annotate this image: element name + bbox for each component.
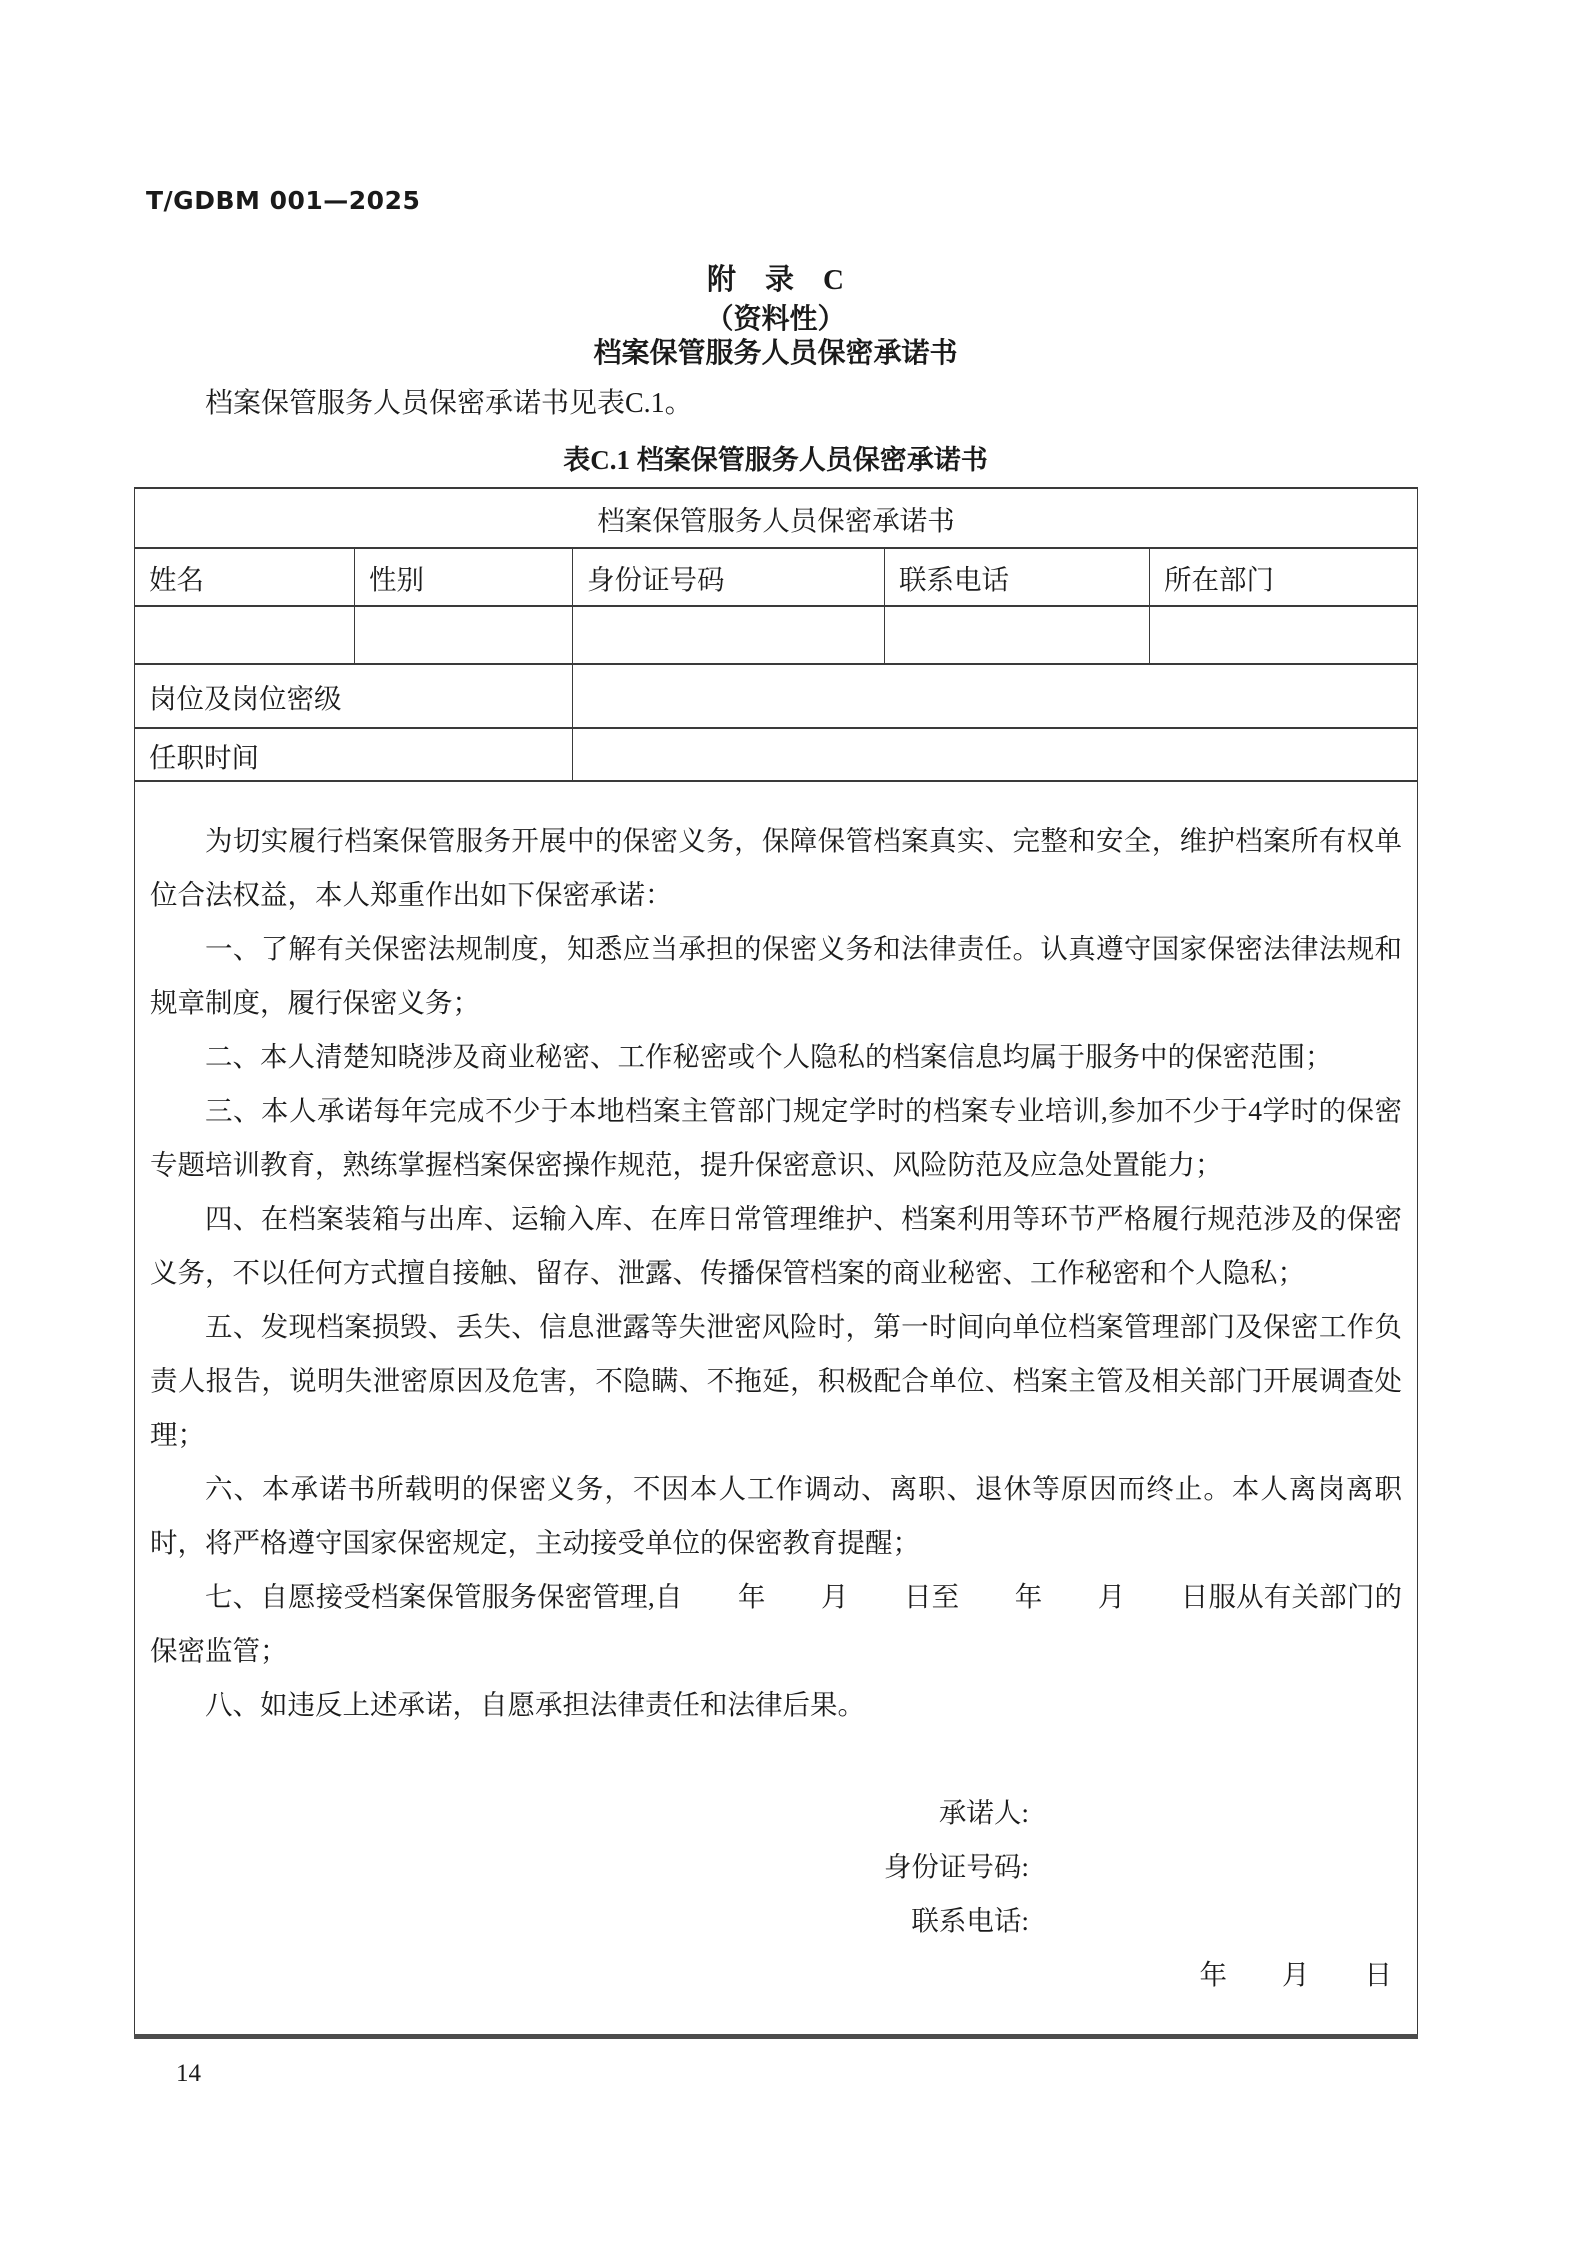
appendix-subtitle: （资料性）	[705, 304, 846, 335]
commitment-table	[134, 487, 1418, 2039]
table-row-position	[135, 664, 1418, 728]
field-value-position	[573, 664, 1418, 728]
value-cell-gender	[355, 606, 573, 664]
col-header-department: 所在部门	[1150, 548, 1418, 606]
commitment-paragraph-preamble: 为切实履行档案保管服务开展中的保密义务，保障保管档案真实、完整和安全，维护档案所有权单位合法权益，本人郑重作出如下保密承诺：	[150, 824, 1403, 910]
doc-code: T/GDBM 001—2025	[146, 186, 421, 215]
commitment-paragraph-6: 六、本承诺书所载明的保密义务，不因本人工作调动、离职、退休等原因而终止。本人离岗离职时，将严格遵守国家保密规定，主动接受单位的保密教育提醒；	[150, 1472, 1403, 1558]
table-title-cell: 档案保管服务人员保密承诺书	[135, 488, 1418, 548]
table-title-row	[135, 488, 1418, 548]
signature-block	[150, 1786, 1402, 1948]
commitment-paragraph-2: 二、本人清楚知晓涉及商业秘密、工作秘密或个人隐私的档案信息均属于服务中的保密范围；	[205, 1040, 1333, 1072]
col-header-phone: 联系电话	[885, 548, 1150, 606]
field-label-tenure: 任职时间	[135, 728, 573, 781]
col-header-name: 姓名	[135, 548, 355, 606]
table-header-row	[135, 548, 1418, 606]
field-label-position: 岗位及岗位密级	[135, 664, 573, 728]
signature-id-number: 身份证号码:	[883, 1850, 1030, 1882]
value-cell-department	[1150, 606, 1418, 664]
intro-text: 档案保管服务人员保密承诺书见表C.1。	[205, 388, 693, 419]
page-number: 14	[176, 2060, 201, 2087]
value-cell-name	[135, 606, 355, 664]
signature-date: 年 月 日	[1199, 1958, 1393, 1990]
commitment-paragraph-1: 一、了解有关保密法规制度，知悉应当承担的保密义务和法律责任。认真遵守国家保密法律法规和规章制度，履行保密义务；	[150, 932, 1403, 1018]
table-caption: 表C.1 档案保管服务人员保密承诺书	[563, 445, 988, 475]
field-value-tenure	[573, 728, 1418, 781]
commitment-paragraph-4: 四、在档案装箱与出库、运输入库、在库日常管理维护、档案利用等环节严格履行规范涉及的保密义务，不以任何方式擅自接触、留存、泄露、传播保管档案的商业秘密、工作秘密和个人隐私；	[150, 1202, 1403, 1288]
commitment-paragraph-3: 三、本人承诺每年完成不少于本地档案主管部门规定学时的档案专业培训,参加不少于4学时的保密专题培训教育，熟练掌握档案保密操作规范，提升保密意识、风险防范及应急处置能力；	[150, 1094, 1403, 1180]
commitment-paragraph-7: 七、自愿接受档案保管服务保密管理,自 年 月 日至 年 月 日服从有关部门的保密监管；	[150, 1580, 1403, 1666]
appendix-title: 附 录 C	[707, 264, 844, 296]
commitment-text-cell	[135, 781, 1418, 2036]
value-cell-phone	[885, 606, 1150, 664]
col-header-id-number: 身份证号码	[573, 548, 885, 606]
commitment-paragraph-5: 五、发现档案损毁、丢失、信息泄露等失泄密风险时，第一时间向单位档案管理部门及保密工作负责人报告，说明失泄密原因及危害，不隐瞒、不拖延，积极配合单位、档案主管及相关部门开展调查处理；	[150, 1310, 1403, 1450]
table-commitment-row	[135, 781, 1418, 2036]
signature-promiser: 承诺人:	[938, 1796, 1030, 1828]
commitment-paragraph-8: 八、如违反上述承诺，自愿承担法律责任和法律后果。	[205, 1688, 865, 1720]
signature-phone: 联系电话:	[911, 1904, 1030, 1936]
col-header-gender: 性别	[355, 548, 573, 606]
table-row-tenure	[135, 728, 1418, 781]
appendix-heading: 档案保管服务人员保密承诺书	[593, 338, 958, 369]
value-cell-id-number	[573, 606, 885, 664]
table-values-row	[135, 606, 1418, 664]
